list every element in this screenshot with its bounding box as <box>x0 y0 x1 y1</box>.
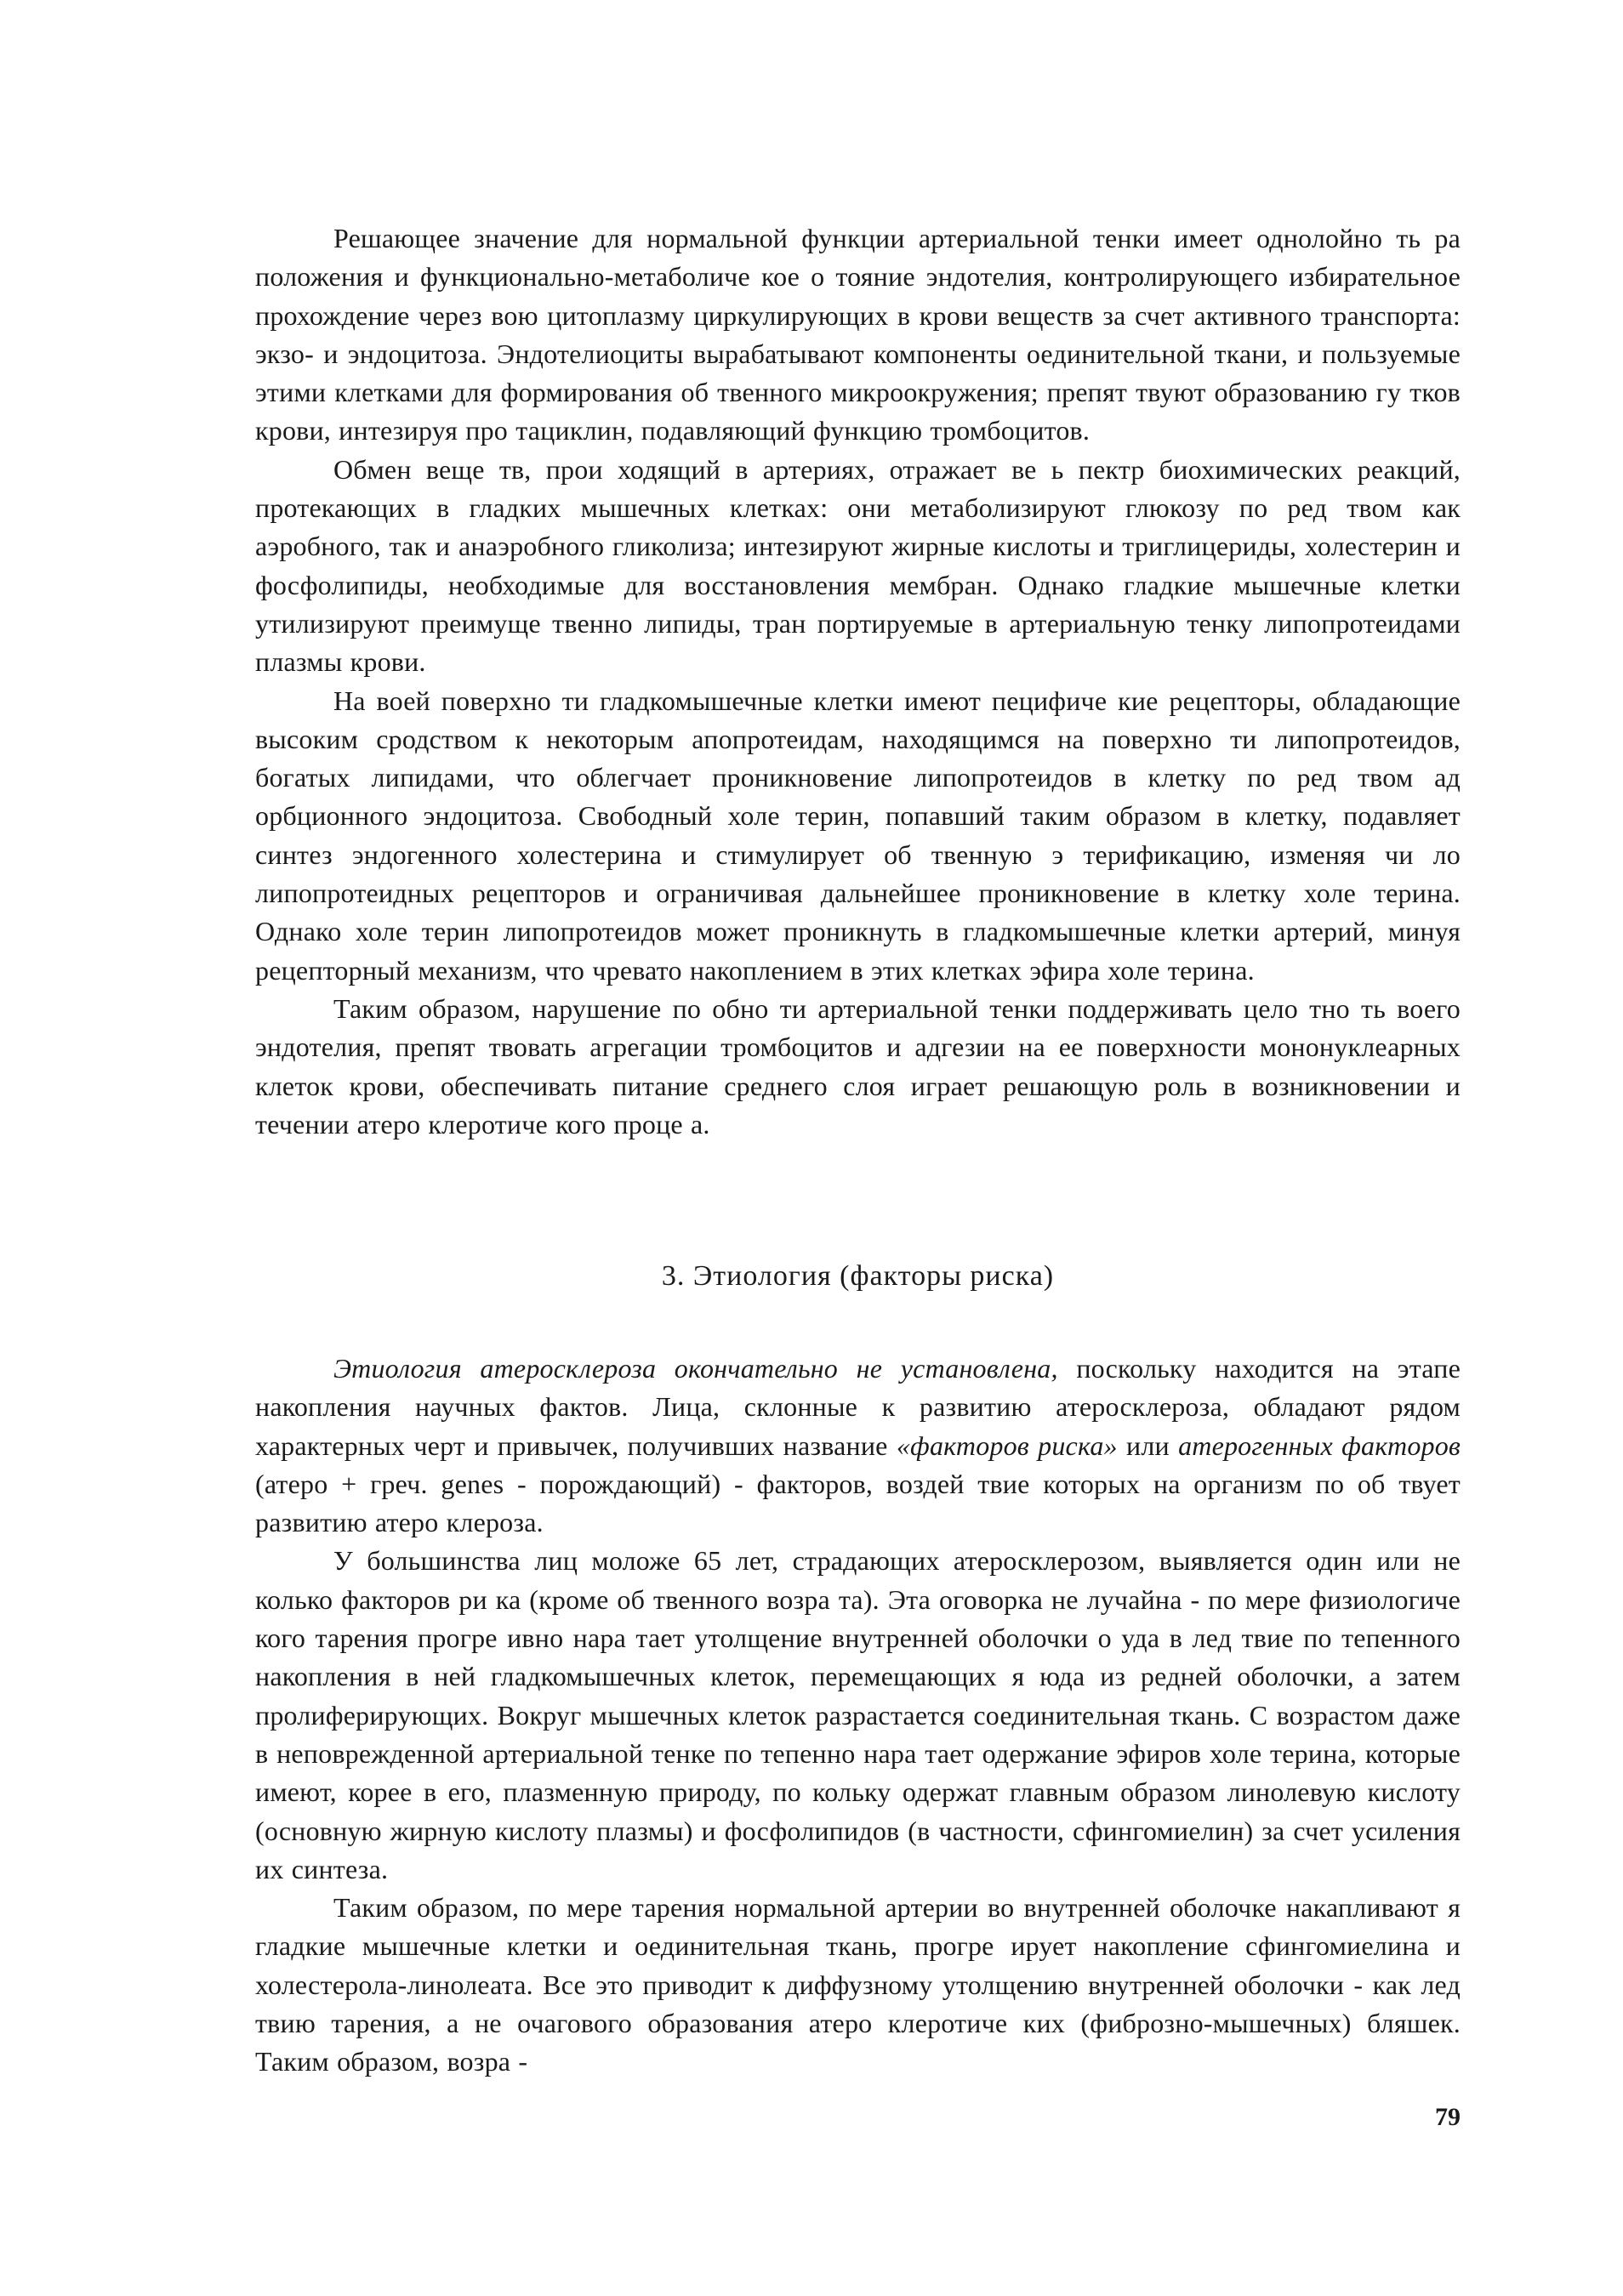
paragraph: Решающее значение для нормальной функции артериальной тенки имеет однолойно ть ра положения и функционально-метаболиче кое о тояние эндотелия, контролирующего избирательное прохождение через вою цитоплазму циркулирующих в крови веществ за счет активного транспорта: экзо- и эндоцитоза. Эндотелиоциты вырабатывают компоненты оединительной ткани, и пользуемые этими клетками для формирования об твенного микроокружения; препят твуют образованию гу тков крови, интезируя про тациклин, подавляющий функцию тромбоцитов. <box>255 223 1461 446</box>
paragraph: У большинства лиц моложе 65 лет, страдающих атеросклерозом, выявляется один или не колько факторов ри ка (кроме об твенного возра та). Эта оговорка не лучайна - по мере физиологиче кого тарения прогре ивно нара тает утолщение внутренней оболочки о уда в лед твие по тепенного накопления в ней гладкомышечных клеток, перемещающих я юда из редней оболочки, а затем пролиферирующих. Вокруг мышечных клеток разрастается соединительная ткань. С возрастом даже в неповрежденной артериальной тенке по тепенно нара тает одержание эфиров холе терина, которые имеют, корее в его, плазменную природу, по кольку одержат главным образом линолевую кислоту (основную жирную кислоту плазмы) и фосфолипидов (в частности, сфингомиелин) за счет усиления их синтеза. <box>255 1545 1461 1884</box>
text-run: поскольку находится на этапе накопления научных фактов. Лица, склонные к развитию атеросклероза, обладают рядом характерных черт и привычек, получивших название <box>255 1353 1461 1461</box>
section-pathogenesis-text <box>255 219 1461 1144</box>
italic-term: «факторов риска» <box>896 1429 1118 1461</box>
paragraph: Таким образом, нарушение по обно ти артериальной тенки поддерживать цело тно ть воего эндотелия, препят твовать агрегации тромбоцитов и адгезии на ее поверхности мононуклеарных клеток крови, обеспечивать питание среднего слоя играет решающую роль в возникновении и течении атеро клеротиче кого проце а. <box>255 992 1461 1139</box>
text-run: (атеро + греч. genes - порождающий) - факторов, воздей твие которых на организм по об твует развитию атеро клероза. <box>255 1468 1461 1538</box>
paragraph: Таким образом, по мере тарения нормальной артерии во внутренней оболочке накапливают я гладкие мышечные клетки и оединительная ткань, прогре ирует накопление сфингомиелина и холестерола-линолеата. Все это приводит к диффузному утолщению внутренней оболочки - как лед твию тарения, а не очагового образования атеро клеротиче ких (фиброзно-мышечных) бляшек. Таким образом, возра - <box>255 1892 1461 2077</box>
paragraph: На воей поверхно ти гладкомышечные клетки имеют пецифиче кие рецепторы, обладающие высоким сродством к некоторым апопротеидам, находящимся на поверхно ти липопротеидов, богатых липидами, что облегчает проникновение липопротеидов в клетку по ред твом ад орбционного эндоцитоза. Свободный холе терин, попавший таким образом в клетку, подавляет синтез эндогенного холестерина и стимулирует об твенную э терификацию, изменяя чи ло липопротеидных рецепторов и ограничивая дальнейшее проникновение в клетку холе терина. Однако холе терин липопротеидов может проникнуть в гладкомышечные клетки артерий, минуя рецепторный механизм, что чревато накоплением в этих клетках эфира холе терина. <box>255 685 1461 986</box>
italic-lead: Этиология атеросклероза окончательно не установлена, <box>333 1353 1058 1384</box>
text-run: или <box>1117 1429 1179 1461</box>
page-number: 79 <box>1435 2103 1461 2131</box>
paragraph: Обмен веще тв, прои ходящий в артериях, отражает ве ь пектр биохимических реакций, протекающих в гладких мышечных клетках: они метаболизируют глюкозу по ред твом как аэробного, так и анаэробного гликолиза; интезируют жирные кислоты и триглицериды, холестерин и фосфолипиды, необходимые для восстановления мембран. Однако гладкие мышечные клетки утилизируют преимуще твенно липиды, тран портируемые в артериальную тенку липопротеидами плазмы крови. <box>255 453 1461 678</box>
section-heading: 3. Этиология (факторы риска) <box>661 1260 1055 1292</box>
section-etiology-text <box>255 1350 1461 2082</box>
italic-term: атерогенных факторов <box>1178 1429 1461 1461</box>
paragraph <box>255 1350 1461 1542</box>
